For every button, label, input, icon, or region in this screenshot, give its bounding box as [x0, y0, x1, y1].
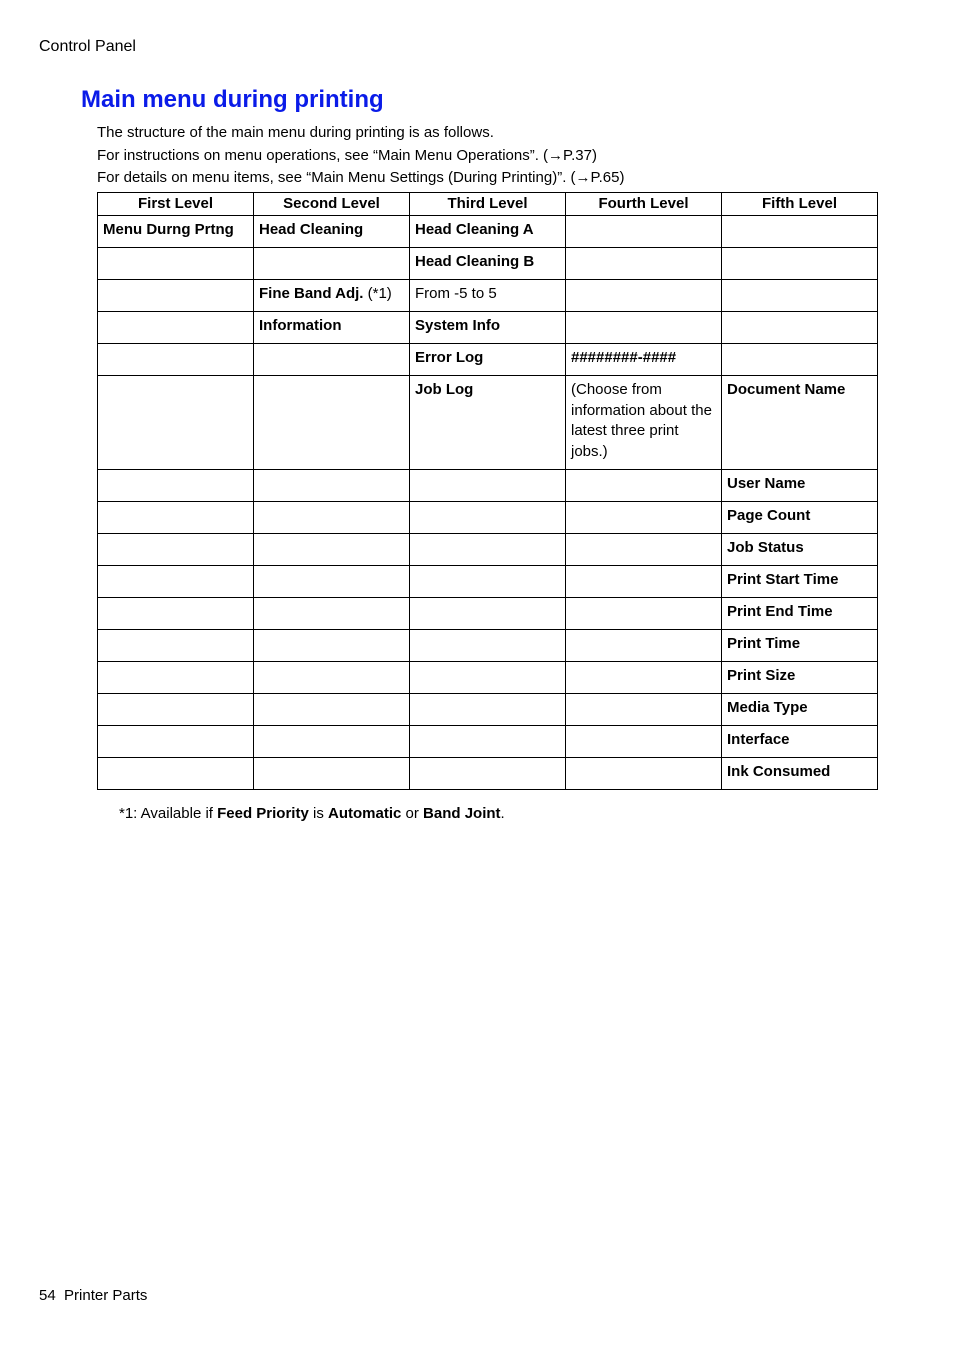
footnote-term-band-joint: Band Joint — [423, 805, 501, 822]
table-row — [98, 662, 878, 694]
cell-second-level — [254, 694, 410, 726]
cell-fourth-level — [566, 598, 722, 630]
cell-second-level — [254, 280, 410, 312]
cell-fifth-level-text: Interface — [727, 731, 790, 748]
cell-third-level — [410, 376, 566, 470]
cell-fourth-level — [566, 248, 722, 280]
page-title: Main menu during printing — [81, 86, 384, 113]
cell-third-level-text: System Info — [415, 317, 501, 334]
footnote-suffix: . — [500, 805, 505, 822]
cell-third-level — [410, 470, 566, 502]
intro-line[interactable]: For instructions on menu operations, see “Main Menu Operations”. (→P.37) — [97, 146, 597, 164]
cell-third-level — [410, 312, 566, 344]
page-number: 54 — [39, 1287, 56, 1304]
cell-fifth-level — [722, 376, 878, 470]
cell-first-level — [98, 630, 254, 662]
table-row — [98, 312, 878, 344]
cell-first-level — [98, 662, 254, 694]
footnote-prefix: *1: Available if — [119, 805, 218, 822]
cell-fourth-level — [566, 534, 722, 566]
cell-fifth-level-text: Print Time — [727, 635, 801, 652]
cell-fourth-level — [566, 758, 722, 790]
cell-second-level — [254, 662, 410, 694]
cell-fifth-level — [722, 312, 878, 344]
menu-structure-table — [97, 192, 878, 790]
cell-second-level — [254, 726, 410, 758]
table-header-row — [98, 193, 878, 216]
cell-fourth-level-text: (Choose from information about the latest three print jobs.) — [571, 381, 712, 460]
cell-second-level — [254, 312, 410, 344]
cell-third-level — [410, 344, 566, 376]
cell-first-level — [98, 344, 254, 376]
cell-fifth-level-text: Print End Time — [727, 603, 833, 620]
cell-fifth-level-text: Page Count — [727, 507, 811, 524]
cell-second-level-text: Information — [259, 317, 342, 334]
table-row — [98, 344, 878, 376]
table-row — [98, 280, 878, 312]
footnote-term-automatic: Automatic — [328, 805, 402, 822]
table-row — [98, 758, 878, 790]
cell-first-level — [98, 376, 254, 470]
cell-fifth-level-text: Media Type — [727, 699, 808, 716]
cell-third-level-text: From -5 to 5 — [415, 285, 497, 302]
cell-fourth-level — [566, 694, 722, 726]
cell-fifth-level — [722, 662, 878, 694]
table-row — [98, 630, 878, 662]
cell-third-level — [410, 630, 566, 662]
footnote-text: is — [308, 805, 328, 822]
cell-third-level — [410, 280, 566, 312]
cell-third-level — [410, 248, 566, 280]
cell-fifth-level — [722, 280, 878, 312]
cell-fifth-level-text: User Name — [727, 475, 806, 492]
page-footer — [39, 1286, 147, 1306]
cell-fifth-level-text: Job Status — [727, 539, 804, 556]
cell-fourth-level — [566, 662, 722, 694]
cell-second-level — [254, 566, 410, 598]
cell-first-level — [98, 248, 254, 280]
cell-third-level — [410, 534, 566, 566]
cell-first-level — [98, 566, 254, 598]
cell-third-level — [410, 758, 566, 790]
cell-fourth-level — [566, 470, 722, 502]
cell-third-level-text: Head Cleaning A — [415, 221, 534, 238]
table-body — [98, 216, 878, 790]
cell-fifth-level-text: Print Size — [727, 667, 796, 684]
cell-third-level-text: Job Log — [415, 381, 474, 398]
cell-fourth-level — [566, 312, 722, 344]
cell-second-level — [254, 534, 410, 566]
cell-fifth-level — [722, 344, 878, 376]
column-header-fourth-level: Fourth Level — [566, 193, 722, 216]
column-header-fifth-level: Fifth Level — [722, 193, 878, 216]
cell-fifth-level — [722, 534, 878, 566]
cell-first-level — [98, 502, 254, 534]
cell-fifth-level — [722, 248, 878, 280]
column-header-first-level: First Level — [98, 193, 254, 216]
footer-section: Printer Parts — [64, 1287, 148, 1304]
cell-second-level — [254, 758, 410, 790]
column-header-second-level: Second Level — [254, 193, 410, 216]
cell-first-level-text: Menu Durng Prtng — [103, 221, 234, 238]
footnote-text: or — [401, 805, 424, 822]
cell-fourth-level — [566, 630, 722, 662]
cell-first-level — [98, 280, 254, 312]
cell-fifth-level — [722, 758, 878, 790]
cell-second-level — [254, 216, 410, 248]
running-header: Control Panel — [39, 38, 136, 55]
cell-fourth-level — [566, 376, 722, 470]
cell-fourth-level — [566, 280, 722, 312]
footnote — [119, 804, 505, 824]
cell-fourth-level — [566, 726, 722, 758]
cell-second-level-text: Fine Band Adj. — [259, 285, 364, 302]
table-row — [98, 470, 878, 502]
cell-third-level — [410, 566, 566, 598]
table-row — [98, 534, 878, 566]
cell-fifth-level — [722, 598, 878, 630]
table-row — [98, 216, 878, 248]
cell-third-level — [410, 502, 566, 534]
cell-third-level-text: Head Cleaning B — [415, 253, 535, 270]
cell-third-level — [410, 598, 566, 630]
cell-second-level-text: Head Cleaning — [259, 221, 364, 238]
column-header-third-level: Third Level — [410, 193, 566, 216]
cell-fifth-level — [722, 726, 878, 758]
cell-first-level — [98, 534, 254, 566]
table-row — [98, 376, 878, 470]
cell-fourth-level-text: ########-#### — [571, 349, 677, 366]
cell-second-level — [254, 598, 410, 630]
table-row — [98, 566, 878, 598]
cell-second-level — [254, 502, 410, 534]
cell-fourth-level — [566, 566, 722, 598]
cell-third-level-text: Error Log — [415, 349, 484, 366]
cell-first-level — [98, 726, 254, 758]
intro-line: The structure of the main menu during printing is as follows. — [97, 124, 494, 141]
cell-third-level — [410, 216, 566, 248]
cell-second-level — [254, 344, 410, 376]
table-row — [98, 248, 878, 280]
cell-second-level — [254, 470, 410, 502]
cell-fourth-level — [566, 502, 722, 534]
cell-fourth-level — [566, 216, 722, 248]
cell-third-level — [410, 662, 566, 694]
cell-fourth-level — [566, 344, 722, 376]
cell-first-level — [98, 758, 254, 790]
cell-second-level-note: (*1) — [363, 285, 392, 302]
intro-line[interactable]: For details on menu items, see “Main Menu Settings (During Printing)”. (→P.65) — [97, 169, 625, 186]
cell-fifth-level — [722, 630, 878, 662]
cell-first-level — [98, 694, 254, 726]
intro-text — [97, 122, 624, 190]
cell-fifth-level-text: Ink Consumed — [727, 763, 831, 780]
cell-second-level — [254, 630, 410, 662]
cell-fifth-level — [722, 216, 878, 248]
cell-fifth-level-text: Document Name — [727, 381, 846, 398]
cell-first-level — [98, 216, 254, 248]
table-row — [98, 502, 878, 534]
footnote-term-feed-priority: Feed Priority — [217, 805, 309, 822]
table-row — [98, 694, 878, 726]
cell-second-level — [254, 248, 410, 280]
table-row — [98, 726, 878, 758]
cell-first-level — [98, 470, 254, 502]
cell-third-level — [410, 694, 566, 726]
cell-fifth-level — [722, 694, 878, 726]
cell-fifth-level — [722, 566, 878, 598]
cell-first-level — [98, 312, 254, 344]
table-row — [98, 598, 878, 630]
cell-fifth-level — [722, 502, 878, 534]
cell-fifth-level-text: Print Start Time — [727, 571, 839, 588]
cell-fifth-level — [722, 470, 878, 502]
cell-first-level — [98, 598, 254, 630]
cell-second-level — [254, 376, 410, 470]
cell-third-level — [410, 726, 566, 758]
